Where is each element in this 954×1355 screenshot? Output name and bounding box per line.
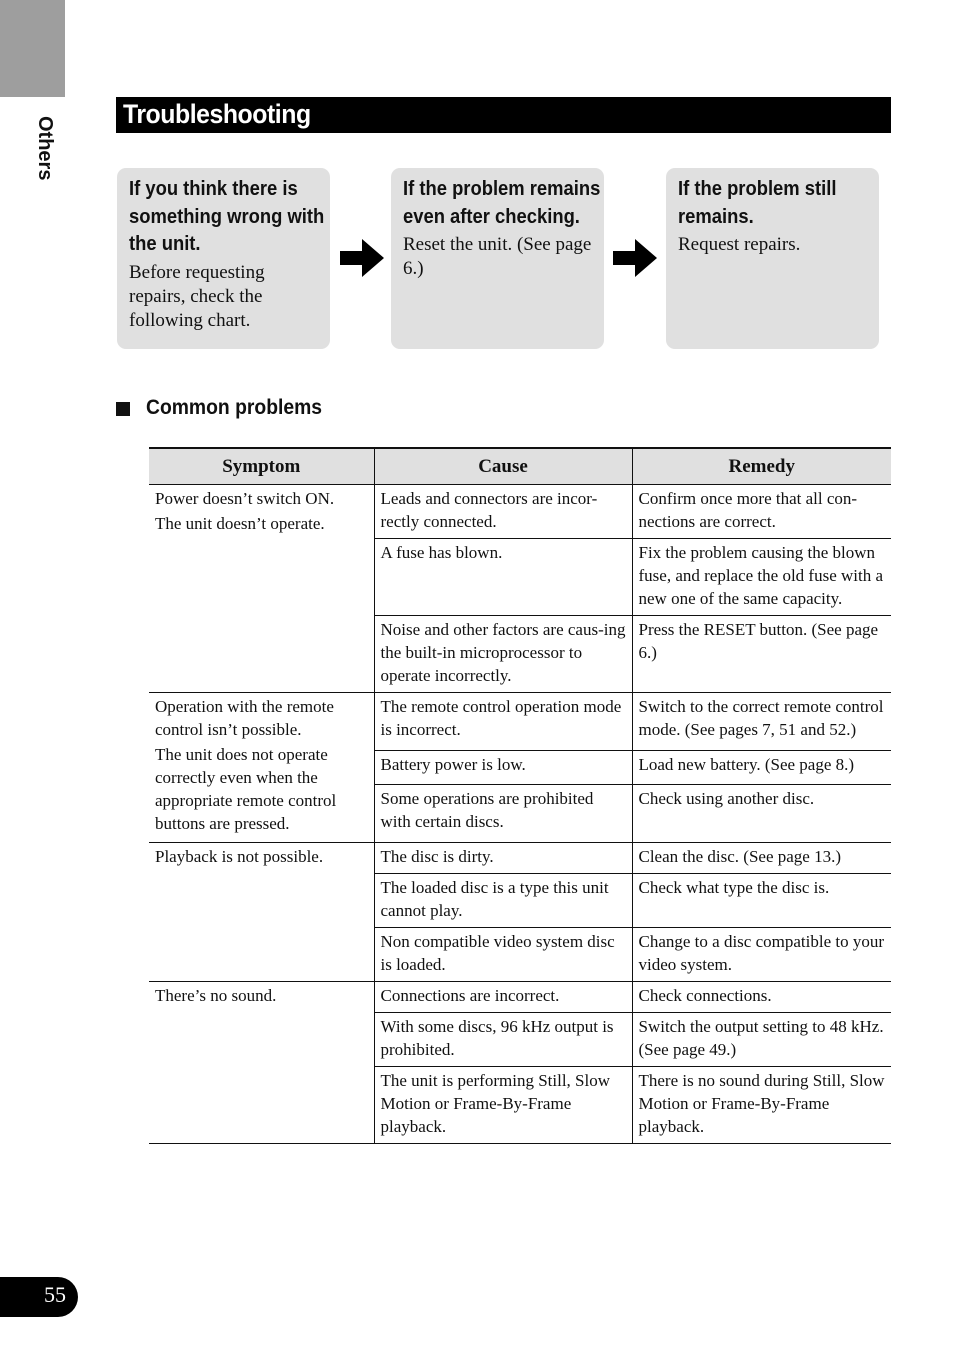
column-header-symptom: Symptom xyxy=(149,448,374,485)
cause-cell: The disc is dirty. xyxy=(374,843,632,874)
side-tab-label: Others xyxy=(34,116,56,181)
remedy-cell: Confirm once more that all con-nections are correct. xyxy=(632,485,891,539)
column-header-remedy: Remedy xyxy=(632,448,891,485)
cause-cell: Battery power is low. xyxy=(374,751,632,784)
troubleshooting-table xyxy=(149,447,891,1144)
step-body: Reset the unit. (See page 6.) xyxy=(403,234,592,279)
remedy-cell: Press the RESET button. (See page 6.) xyxy=(632,616,891,693)
remedy-cell: Check what type the disc is. xyxy=(632,874,891,928)
right-arrow-icon xyxy=(613,239,657,277)
symptom-cell xyxy=(149,982,374,1144)
section-title: Common problems xyxy=(146,396,323,419)
symptom-cell xyxy=(149,485,374,693)
step-box-reset xyxy=(391,168,604,349)
remedy-cell: Check connections. xyxy=(632,982,891,1013)
step-box-check xyxy=(117,168,330,349)
page-title: Troubleshooting xyxy=(123,99,311,129)
side-tab-marker xyxy=(0,0,65,97)
page-number: 55 xyxy=(44,1282,66,1307)
table-row xyxy=(149,485,891,539)
remedy-cell: Change to a disc compatible to your video system. xyxy=(632,928,891,982)
step-heading: If you think there is something wrong with the unit. xyxy=(129,178,325,255)
cause-cell: Noise and other factors are caus-ing the built-in microprocessor to operate incorrectly. xyxy=(374,616,632,693)
column-header-cause: Cause xyxy=(374,448,632,485)
cause-cell: Leads and connectors are incor-rectly connected. xyxy=(374,485,632,539)
cause-cell: The unit is performing Still, Slow Motion or Frame-By-Frame playback. xyxy=(374,1067,632,1144)
page-number-badge xyxy=(0,1277,78,1317)
step-box-repair xyxy=(666,168,879,349)
remedy-cell: Switch to the correct remote control mode. (See pages 7, 51 and 52.) xyxy=(632,693,891,751)
symptom-text: The unit does not operate correctly even when the appropriate remote control buttons are pressed. xyxy=(155,745,337,833)
remedy-cell: There is no sound during Still, Slow Motion or Frame-By-Frame playback. xyxy=(632,1067,891,1144)
remedy-cell: Switch the output setting to 48 kHz. (See page 49.) xyxy=(632,1013,891,1067)
cause-cell: The remote control operation mode is incorrect. xyxy=(374,693,632,751)
step-body: Request repairs. xyxy=(678,234,801,255)
symptom-text: Power doesn’t switch ON. xyxy=(155,489,335,508)
right-arrow-icon xyxy=(340,239,384,277)
symptom-text: Operation with the remote control isn’t possible. xyxy=(155,697,334,739)
cause-cell: Some operations are prohibited with certain discs. xyxy=(374,784,632,842)
cause-cell: Non compatible video system disc is loaded. xyxy=(374,928,632,982)
table-row xyxy=(149,843,891,874)
cause-cell: Connections are incorrect. xyxy=(374,982,632,1013)
remedy-cell: Check using another disc. xyxy=(632,784,891,842)
cause-cell: With some discs, 96 kHz output is prohibited. xyxy=(374,1013,632,1067)
table-header-row xyxy=(149,448,891,485)
remedy-cell: Fix the problem causing the blown fuse, and replace the old fuse with a new one of the same capacity. xyxy=(632,539,891,616)
title-bar xyxy=(116,97,891,133)
square-bullet-icon xyxy=(116,402,130,416)
cause-cell: The loaded disc is a type this unit cannot play. xyxy=(374,874,632,928)
step-body: Before requesting repairs, check the following chart. xyxy=(129,261,265,331)
remedy-cell: Load new battery. (See page 8.) xyxy=(632,751,891,784)
symptom-text: There’s no sound. xyxy=(155,986,277,1005)
step-heading: If the problem still remains. xyxy=(678,178,837,228)
symptom-cell xyxy=(149,843,374,982)
table-row xyxy=(149,982,891,1013)
symptom-text: The unit doesn’t operate. xyxy=(155,514,325,533)
cause-cell: A fuse has blown. xyxy=(374,539,632,616)
step-heading: If the problem remains even after checking. xyxy=(403,178,601,228)
table-row xyxy=(149,693,891,751)
symptom-cell xyxy=(149,693,374,843)
remedy-cell: Clean the disc. (See page 13.) xyxy=(632,843,891,874)
symptom-text: Playback is not possible. xyxy=(155,847,324,866)
